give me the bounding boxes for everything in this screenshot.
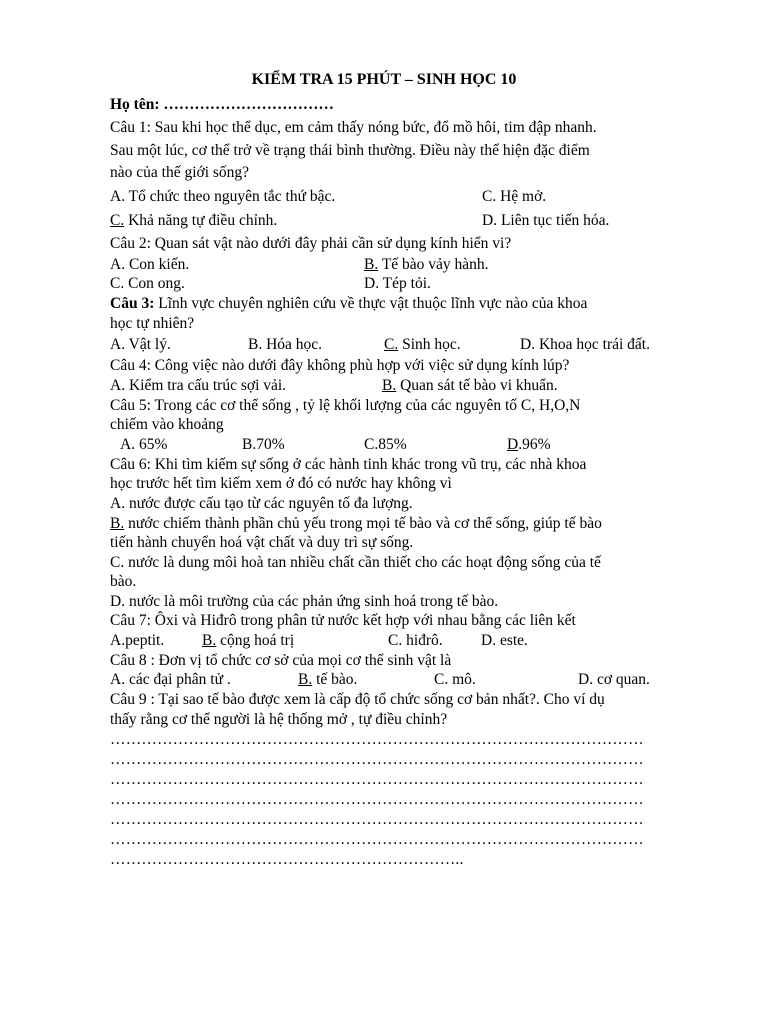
answer-line[interactable]: ………………………………………………………………………………………… xyxy=(110,731,644,748)
q6-option-b-text: nước chiếm thành phần chủ yếu trong mọi tế bào và cơ thể sống, giúp tế bào xyxy=(124,515,602,532)
q6-option-d: D. nước là môi trường của các phản ứng sinh hoá trong tế bào. xyxy=(110,593,499,610)
answer-line[interactable]: ………………………………………………………………………………………… xyxy=(110,811,644,828)
q5-answer-key: D xyxy=(507,436,519,453)
q1-option-a: A. Tổ chức theo nguyên tắc thứ bậc. xyxy=(110,188,336,205)
q6-line1: Câu 6: Khi tìm kiếm sự sống ở các hành tinh khác trong vũ trụ, các nhà khoa xyxy=(110,456,587,473)
q4-option-b-text: Quan sát tế bào vi khuẩn. xyxy=(396,377,558,394)
q4-option-b xyxy=(382,376,558,396)
q8-option-d: D. cơ quan. xyxy=(578,671,650,688)
q5-option-b: B.70% xyxy=(242,436,285,453)
q3-option-c xyxy=(384,335,461,355)
q3-answer-key: C. xyxy=(384,336,399,353)
name-row xyxy=(110,95,334,115)
q4-answer-key: B. xyxy=(382,377,397,394)
q3-option-c-text: Sinh học. xyxy=(398,336,461,353)
q8-option-b xyxy=(298,670,357,690)
q8-line1: Câu 8 : Đơn vị tổ chức cơ sở của mọi cơ thể sinh vật là xyxy=(110,652,452,669)
q4-line1: Câu 4: Công việc nào dưới đây không phù hợp với việc sử dụng kính lúp? xyxy=(110,357,570,374)
q6-answer-key: B. xyxy=(110,515,125,532)
q5-option-c: C.85% xyxy=(364,436,407,453)
q2-answer-key: B. xyxy=(364,256,379,273)
q7-answer-key: B. xyxy=(202,632,217,649)
q2-option-d: D. Tép tỏi. xyxy=(364,275,431,292)
q7-option-a: A.peptit. xyxy=(110,632,165,649)
q9-line1: Câu 9 : Tại sao tế bào được xem là cấp độ tổ chức sống cơ bản nhất?. Cho ví dụ xyxy=(110,691,605,708)
q3-line1 xyxy=(110,294,587,314)
q5-option-d xyxy=(507,435,551,455)
q8-option-c: C. mô. xyxy=(434,671,476,688)
q6-option-b xyxy=(110,514,602,534)
answer-line[interactable]: ………………………………………………………………………………………… xyxy=(110,831,644,848)
page-title: KIỂM TRA 15 PHÚT – SINH HỌC 10 xyxy=(251,71,517,88)
q8-option-a: A. các đại phân tử . xyxy=(110,671,231,688)
q1-answer-key: C. xyxy=(110,212,125,229)
q6-option-c-line2: bào. xyxy=(110,573,137,590)
q2-option-a: A. Con kiến. xyxy=(110,256,190,273)
name-label: Họ tên: xyxy=(110,96,160,113)
q7-option-c: C. hiđrô. xyxy=(388,632,443,649)
q5-line1: Câu 5: Trong các cơ thể sống , tỷ lệ khối lượng của các nguyên tố C, H,O,N xyxy=(110,397,581,414)
q1-line2: Sau một lúc, cơ thể trở về trạng thái bình thường. Điều này thể hiện đặc điểm xyxy=(110,142,590,159)
q8-answer-key: B. xyxy=(298,671,313,688)
q6-option-a: A. nước được cấu tạo từ các nguyên tố đa lượng. xyxy=(110,495,413,512)
q1-option-d: D. Liên tục tiến hóa. xyxy=(482,212,610,229)
q7-line1: Câu 7: Ôxi và Hiđrô trong phân tử nước kết hợp với nhau bằng các liên kết xyxy=(110,612,576,629)
q3-label: Câu 3: xyxy=(110,295,155,312)
answer-line[interactable]: ………………………………………………………………………………………… xyxy=(110,771,644,788)
name-dots: …………………………… xyxy=(163,96,334,113)
q3-option-a: A. Vật lý. xyxy=(110,336,171,353)
q7-option-b-text: cộng hoá trị xyxy=(216,632,295,649)
q7-option-d: D. este. xyxy=(481,632,528,649)
q1-line1: Câu 1: Sau khi học thể dục, em cảm thấy nóng bức, đổ mồ hôi, tim đập nhanh. xyxy=(110,119,597,136)
answer-line[interactable]: ………………………………………………………….. xyxy=(110,851,464,868)
answer-line[interactable]: ………………………………………………………………………………………… xyxy=(110,751,644,768)
q2-line1: Câu 2: Quan sát vật nào dưới đây phải cần sử dụng kính hiển vi? xyxy=(110,235,512,252)
q6-line2: học trước hết tìm kiếm xem ở đó có nước hay không vì xyxy=(110,475,452,492)
q3-line2: học tự nhiên? xyxy=(110,315,195,332)
q3-line1-text: Lĩnh vực chuyên nghiên cứu về thực vật thuộc lĩnh vực nào của khoa xyxy=(154,295,588,312)
q2-option-b xyxy=(364,255,489,275)
q2-option-b-text: Tế bào vảy hành. xyxy=(378,256,489,273)
q1-option-b-text: Khả năng tự điều chỉnh. xyxy=(124,212,278,229)
q3-option-b: B. Hóa học. xyxy=(248,336,323,353)
q1-option-c: C. Hệ mở. xyxy=(482,188,547,205)
q5-line2: chiếm vào khoảng xyxy=(110,416,224,433)
q8-option-b-text: tế bào. xyxy=(312,671,358,688)
q4-option-a: A. Kiểm tra cấu trúc sợi vải. xyxy=(110,377,287,394)
q7-option-b xyxy=(202,631,294,651)
answer-line[interactable]: ………………………………………………………………………………………… xyxy=(110,791,644,808)
q6-option-c: C. nước là dung môi hoà tan nhiều chất cần thiết cho các hoạt động sống của tế xyxy=(110,554,601,571)
q1-option-b xyxy=(110,211,277,231)
q5-option-a: A. 65% xyxy=(120,436,168,453)
q6-option-b-line2: tiến hành chuyển hoá vật chất và duy trì sự sống. xyxy=(110,534,414,551)
q5-option-d-text: .96% xyxy=(518,436,551,453)
q1-line3: nào của thế giới sống? xyxy=(110,164,250,181)
q3-option-d: D. Khoa học trái đất. xyxy=(520,336,650,353)
q2-option-c: C. Con ong. xyxy=(110,275,185,292)
q9-line2: thấy rằng cơ thể người là hệ thống mở , tự điều chỉnh? xyxy=(110,711,448,728)
